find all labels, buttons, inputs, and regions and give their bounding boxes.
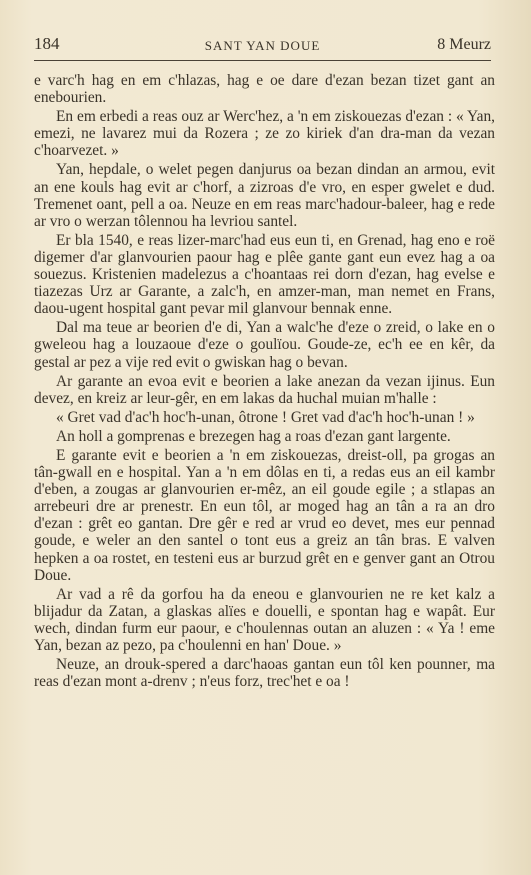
paragraph: « Gret vad d'ac'h hoc'h-unan, ôtrone ! Gret vad d'ac'h hoc'h-unan ! » — [56, 408, 475, 426]
paragraph: Ar garante an evoa evit e beorien a lake anezan da vezan ijinus. Eun devez, en kreiz ar leur-gêr, en em lakas da huchal muian m'halle : — [34, 372, 495, 407]
paragraph: An holl a gomprenas e brezegen hag a roas d'ezan gant largente. — [56, 427, 451, 445]
paragraph: Er bla 1540, e reas lizer-marc'had eus eun ti, en Grenad, hag eno e roë digemer d'ar glanvourien paour hag e plêe gante gant eun evez hag a oa souezus. Kristenien madelezus a c'hoantaas rei dorn d'ezan, hag evelse e tiazezas Urz ar Garante, a zalc'h, en amzer-man, man nemet en Frans, daou-ugent hospital gant pevar mil glanvour bennak enne. — [34, 231, 495, 318]
paragraph: En em erbedi a reas ouz ar Werc'hez, a 'n em ziskouezas d'ezan : « Yan, emezi, ne lavarez mui da Rozera ; ze zo kiriek d'an dra-man da vezan c'hoarvezet. » — [34, 108, 495, 160]
page-number: 184 — [34, 34, 60, 53]
paragraph: Yan, hepdale, o welet pegen danjurus oa bezan dindan an armou, evit an ene kouls hag evit ar c'horf, a zizroas d'e vro, en esper gwelet e dud. Tremenet oant, pell a oa. Neuze en em reas marc'hadour-baleer, hag e rede ar vro o werzan tôlennou ha levriou santel. — [34, 161, 495, 230]
paragraph: E garante evit e beorien a 'n em ziskouezas, dreist-oll, pa grogas an tân-gwall en e hospital. Yan a 'n em dôlas en ti, a redas eus an eil kambr d'eben, a zougas ar glanvourien er-mêz, an eil goude egile ; a stlapas an arrebeuri dre ar prenestr. En eun tôl, ar moged hag an tân a ra an dro d'ezan : grêt eo gantan. Dre gêr e red ar vrud eo devet, mes eur pennad goude, e weler an den santel o tont eus a greiz an tân bras. E valven hepken a oa rostet, en testeni eus ar burzud grêt en e genver gant an Otrou Doue. — [34, 446, 495, 584]
paragraph: Neuze, an drouk-spered a darc'haoas gantan eun tôl ken pounner, ma reas d'ezan mont a-drenv ; n'eus forz, trec'het e oa ! — [34, 656, 495, 691]
paragraph: e varc'h hag en em c'hlazas, hag e oe dare d'ezan bezan tizet gant an enebourien. — [34, 72, 495, 107]
body-text — [34, 72, 495, 692]
page-header — [34, 34, 491, 61]
paragraph: Ar vad a rê da gorfou ha da eneou e glanvourien ne re ket kalz a blijadur da Zatan, a glaskas alïes e douelli, e spontan hag e wapât. Eur wech, dindan furm eur paour, e c'houlennas outan an aluzen : « Ya ! eme Yan, bezan az pezo, pa c'houlenni en han' Doue. » — [34, 585, 495, 654]
header-date: 8 Meurz — [437, 36, 491, 53]
running-title: SANT YAN DOUE — [204, 38, 321, 53]
paragraph: Dal ma teue ar beorien d'e di, Yan a walc'he d'eze o zreid, o lake en o gweleou hag a louzaoue d'eze o goulïou. Goude-ze, ec'h ee en kêr, da gestal ar pez a vije red evit o gwiskan hag o bevan. — [34, 319, 495, 371]
